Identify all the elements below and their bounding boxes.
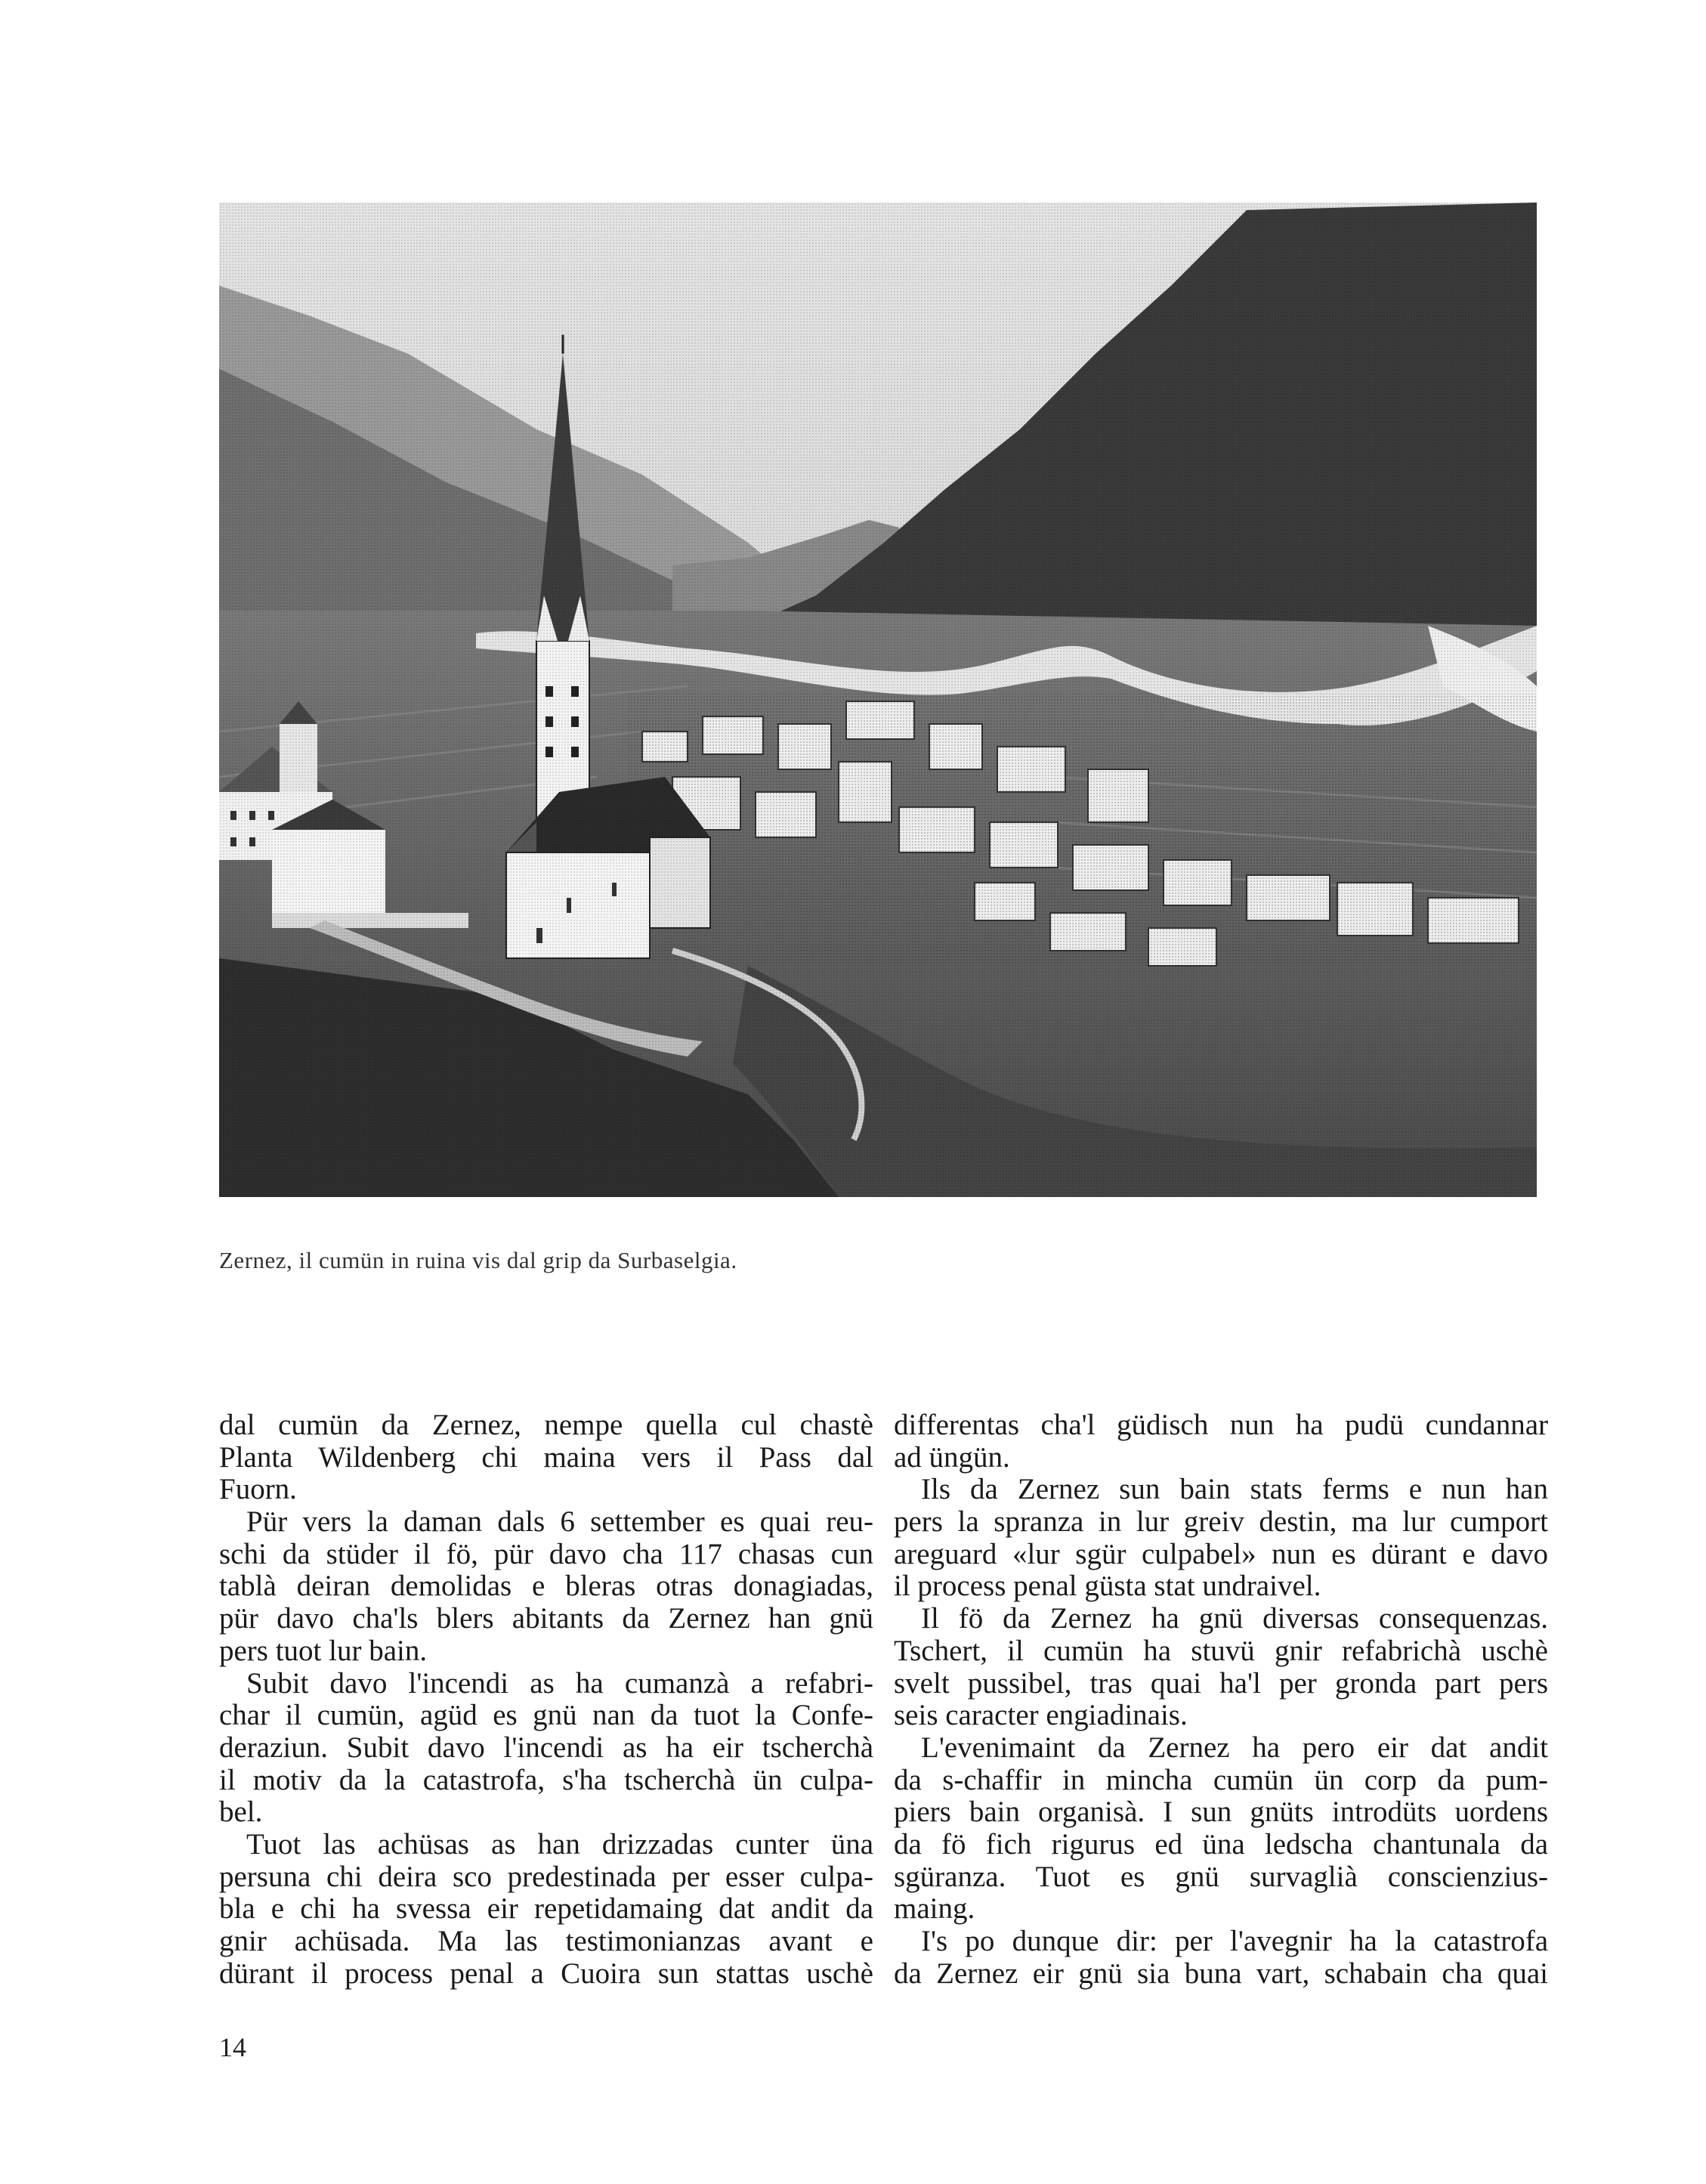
text-line: il motiv da la catastrofa, s'ha tscherchà ün culpa- xyxy=(219,1763,873,1796)
text-line: differentas cha'l güdisch nun ha pudü cundannar xyxy=(894,1409,1548,1441)
text-line: sgüranza. Tuot es gnü survaglià conscienzius- xyxy=(894,1860,1548,1893)
text-line: dürant il process penal a Cuoira sun stattas uschè xyxy=(219,1957,873,1990)
text-line: maing. xyxy=(894,1892,975,1926)
text-line: Tuot las achüsas as han drizzadas cunter üna xyxy=(246,1827,873,1861)
text-line: Planta Wildenberg chi maina vers il Pass dal xyxy=(219,1440,873,1474)
text-line: Ils da Zernez sun bain stats ferms e nun han xyxy=(921,1473,1548,1506)
photograph-zernez-ruins xyxy=(219,203,1537,1197)
text-line: bla e chi ha svessa eir repetidamaing dat andit da xyxy=(219,1892,873,1926)
text-line: persuna chi deira sco predestinada per esser culpa- xyxy=(219,1860,873,1893)
text-line: schi da stüder il fö, pür davo cha 117 chasas cun xyxy=(219,1537,873,1570)
text-line: pers tuot lur bain. xyxy=(219,1634,428,1667)
text-line: pers la spranza in lur greiv destin, ma lur cumport xyxy=(894,1505,1548,1539)
text-line: piers bain organisà. I sun gnüts introdüts uordens xyxy=(894,1796,1548,1829)
text-line: Fuorn. xyxy=(219,1473,297,1506)
text-line: da s-chaffir in mincha cumün ün corp da pum- xyxy=(894,1763,1548,1796)
page-number: 14 xyxy=(219,2032,246,2062)
text-line: svelt pussibel, tras quai ha'l per gronda part pers xyxy=(894,1666,1548,1700)
text-line: ad üngün. xyxy=(894,1440,1010,1474)
text-line: gnir achüsada. Ma las testimonianzas avant e xyxy=(219,1925,873,1957)
photo-caption: Zernez, il cumün in ruina vis dal grip da Surbaselgia. xyxy=(219,1247,737,1273)
text-line: Tschert, il cumün ha stuvü gnir refabrichà uschè xyxy=(894,1634,1548,1667)
text-line: seis caracter engiadinais. xyxy=(894,1699,1188,1732)
text-line: deraziun. Subit davo l'incendi as ha eir tscherchà xyxy=(219,1731,873,1764)
text-line: da Zernez eir gnü sia buna vart, schabain cha quai xyxy=(894,1957,1548,1990)
text-line: Il fö da Zernez ha gnü diversas consequenzas. xyxy=(921,1602,1548,1635)
text-line: Subit davo l'incendi as ha cumanzà a refabri- xyxy=(246,1666,873,1700)
text-line: char il cumün, agüd es gnü nan da tuot la Confe- xyxy=(219,1699,873,1732)
text-line: I's po dunque dir: per l'avegnir ha la catastrofa xyxy=(921,1925,1548,1957)
text-line: tablà deiran demolidas e bleras otras donagiadas, xyxy=(219,1570,873,1603)
text-line: dal cumün da Zernez, nempe quella cul chastè xyxy=(219,1409,873,1441)
text-line: L'evenimaint da Zernez ha pero eir dat andit xyxy=(921,1731,1548,1764)
text-line: areguard «lur sgür culpabel» nun es dürant e davo xyxy=(894,1537,1548,1570)
text-column-right xyxy=(894,1409,1548,1990)
text-column-left xyxy=(219,1409,873,1990)
text-line: pür davo cha'ls blers abitants da Zernez han gnü xyxy=(219,1602,873,1635)
text-line: bel. xyxy=(219,1796,263,1829)
text-line: Pür vers la daman dals 6 settember es quai reu- xyxy=(246,1505,873,1539)
photo-illustration xyxy=(219,203,1537,1197)
text-line: il process penal güsta stat undraivel. xyxy=(894,1570,1321,1603)
text-line: da fö fich rigurus ed üna ledscha chantunala da xyxy=(894,1827,1548,1861)
